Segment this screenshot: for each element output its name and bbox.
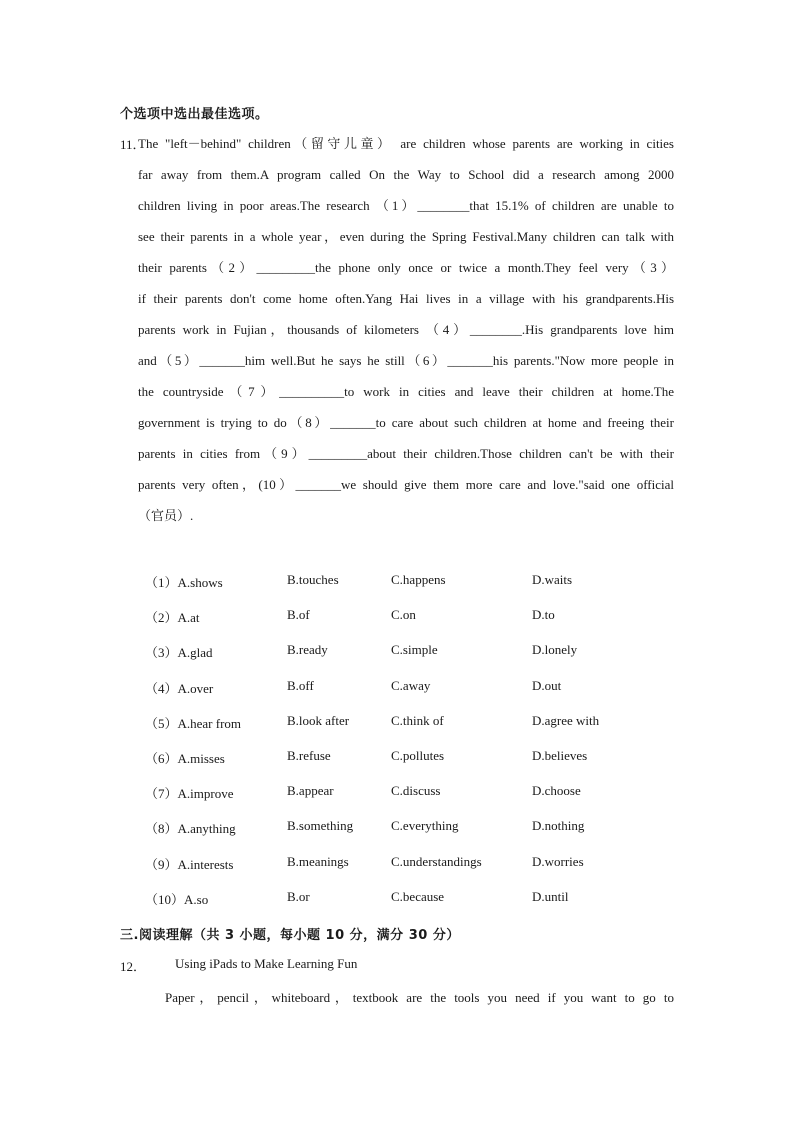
passage-line: parents very often，(10）_______we should give them more care and love."said one official (138, 477, 674, 492)
option-d: D.to (532, 607, 555, 623)
option-row (145, 854, 645, 889)
option-a: （6）A.misses (145, 750, 225, 766)
option-row (145, 889, 645, 924)
option-b: B.or (287, 888, 310, 904)
option-d: D.choose (532, 783, 581, 799)
question-12-title: Using iPads to Make Learning Fun (175, 956, 358, 971)
option-c: C.pollutes (391, 747, 445, 763)
passage-line: see their parents in a whole year，even during the Spring Festival.Many children can talk with (138, 229, 674, 244)
question-11-options (145, 572, 645, 924)
option-b: B.of (287, 607, 310, 623)
option-row (145, 642, 645, 677)
passage-line: government is trying to do（8）_______to care about such children at home and freeing their (138, 415, 674, 430)
option-b: B.off (287, 677, 314, 693)
passage-line: their parents（2）_________the phone only once or twice a month.They feel very（3） (138, 260, 674, 275)
option-a: （7）A.improve (145, 786, 234, 802)
option-row (145, 748, 645, 783)
option-c: C.because (391, 888, 445, 904)
option-c: C.think of (391, 712, 444, 728)
option-b: B.something (287, 818, 354, 834)
option-d: D.until (532, 888, 569, 904)
option-d: D.lonely (532, 642, 578, 658)
passage-line: far away from them.A program called On the Way to School did a research among 2000 (138, 167, 674, 182)
passage-line: parents work in Fujian，thousands of kilometers （4）________.His grandparents love him (138, 322, 674, 337)
passage-line: parents in cities from（9）_________about their children.Those children can't be with their (138, 446, 674, 461)
passage-line: the countryside（7）__________to work in cities and leave their children at home.The (138, 384, 674, 399)
option-c: C.everything (391, 818, 459, 834)
section-3-heading: 三.阅读理解（共 3 小题，每小题 10 分，满分 30 分） (120, 928, 460, 943)
option-a: （1）A.shows (145, 575, 223, 590)
question-11-passage (138, 128, 674, 531)
question-12-body: Paper，pencil，whiteboard，textbook are the tools you need if you want to go to (165, 990, 674, 1005)
option-d: D.nothing (532, 818, 585, 834)
option-d: D.out (532, 677, 562, 693)
passage-line: children living in poor areas.The research （1）________that 15.1% of children are unable to (138, 198, 674, 213)
question-11-number: 11． (120, 137, 146, 152)
option-a: （5）A.hear from (145, 715, 242, 731)
option-d: D.agree with (532, 712, 600, 728)
option-b: B.touches (287, 572, 339, 587)
option-c: C.simple (391, 642, 438, 658)
option-b: B.appear (287, 783, 334, 799)
option-b: B.meanings (287, 853, 349, 869)
option-row (145, 607, 645, 642)
option-c: C.away (391, 677, 431, 693)
option-c: C.discuss (391, 783, 441, 799)
option-row (145, 783, 645, 818)
option-row (145, 713, 645, 748)
option-a: （2）A.at (145, 610, 200, 626)
option-a: （9）A.interests (145, 856, 234, 872)
passage-line: and（5）_______him well.But he says he still（6）_______his parents."Now more people in (138, 353, 674, 368)
option-d: D.waits (532, 572, 573, 587)
option-row (145, 818, 645, 853)
option-a: （4）A.over (145, 680, 214, 696)
option-c: C.happens (391, 572, 446, 587)
option-c: C.on (391, 607, 416, 623)
option-a: （8）A.anything (145, 821, 236, 837)
option-d: D.believes (532, 747, 588, 763)
passage-line: if their parents don't come home often.Yang Hai lives in a village with his grandparents.His (138, 291, 674, 306)
option-d: D.worries (532, 853, 584, 869)
option-a: （10）A.so (145, 891, 209, 907)
option-row (145, 572, 645, 607)
question-12-number: 12． (120, 959, 147, 974)
option-a: （3）A.glad (145, 645, 213, 661)
option-b: B.look after (287, 712, 350, 728)
passage-line: （官员）. (138, 508, 194, 523)
passage-line: The "left－behind" children（留守儿童） are children whose parents are working in cities (138, 136, 674, 151)
option-b: B.refuse (287, 747, 331, 763)
option-row (145, 678, 645, 713)
option-c: C.understandings (391, 853, 482, 869)
section-intro: 个选项中选出最佳选项。 (120, 107, 269, 122)
option-b: B.ready (287, 642, 328, 658)
